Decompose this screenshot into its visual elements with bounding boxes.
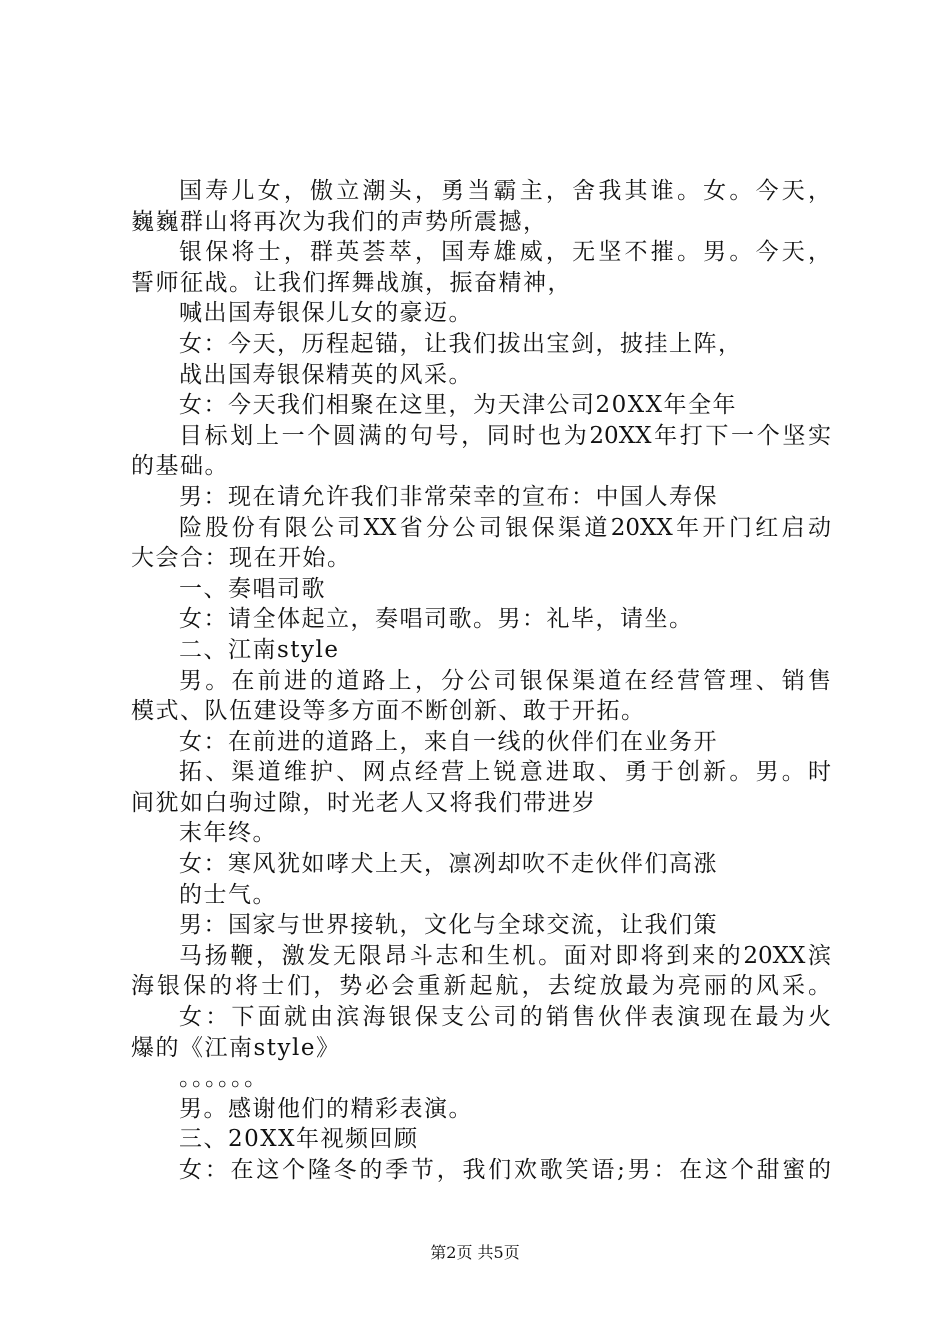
text-line: 的基础。 [131, 453, 229, 480]
section-heading: 二、江南style [179, 636, 340, 663]
text-line: 巍巍群山将再次为我们的声势所震撼， [131, 208, 548, 235]
document-body [131, 176, 831, 1186]
section-heading: 三、20XX年视频回顾 [179, 1126, 419, 1153]
text-line: 女：请全体起立，奏唱司歌。男：礼毕，请坐。 [179, 606, 694, 633]
text-line: 战出国寿银保精英的风采。 [179, 361, 473, 388]
text-line: 女：下面就由滨海银保支公司的销售伙伴表演现在最为火 [179, 1004, 831, 1031]
text-line: 女：在前进的道路上，来自一线的伙伴们在业务开 [179, 728, 718, 755]
text-line: 女：今天我们相聚在这里，为天津公司20XX年全年 [179, 392, 738, 419]
text-line: 男：现在请允许我们非常荣幸的宣布：中国人寿保 [179, 483, 718, 510]
section-heading: 一、奏唱司歌 [179, 575, 326, 602]
text-line: 马扬鞭，激发无限昂斗志和生机。面对即将到来的20XX滨 [179, 942, 831, 969]
text-line: 银保将士，群英荟萃，国寿雄威，无坚不摧。男。今天， [179, 239, 831, 266]
text-line: 女：在这个隆冬的季节，我们欢歌笑语;男：在这个甜蜜的 [179, 1157, 831, 1183]
text-line: 誓师征战。让我们挥舞战旗，振奋精神， [131, 269, 572, 296]
text-line: 拓、渠道维护、网点经营上锐意进取、勇于创新。男。时 [179, 759, 831, 786]
text-line: 喊出国寿银保儿女的豪迈。 [179, 300, 473, 327]
page-number-footer: 第2页 共5页 [430, 1243, 520, 1262]
text-line: 间犹如白驹过隙，时光老人又将我们带进岁 [131, 789, 597, 816]
text-line: 险股份有限公司XX省分公司银保渠道20XX年开门红启动 [179, 514, 831, 541]
text-line: 的士气。 [179, 881, 277, 908]
text-line: 爆的《江南style》 [131, 1034, 341, 1061]
text-line: 国寿儿女，傲立潮头，勇当霸主，舍我其谁。女。今天， [179, 178, 831, 204]
text-line: 男。感谢他们的精彩表演。 [179, 1095, 473, 1122]
text-line: 女：今天，历程起锚，让我们拔出宝剑，披挂上阵， [179, 330, 743, 357]
text-line: 女：寒风犹如哮犬上天，凛冽却吹不走伙伴们高涨 [179, 851, 718, 878]
text-line: 男：国家与世界接轨，文化与全球交流，让我们策 [179, 912, 718, 939]
text-line: 男。在前进的道路上，分公司银保渠道在经营管理、销售 [179, 667, 831, 694]
text-line: 海银保的将士们，势必会重新起航，去绽放最为亮丽的风采。 [131, 973, 831, 1000]
text-line: 目标划上一个圆满的句号，同时也为20XX年打下一个坚实 [179, 422, 831, 449]
text-line: 模式、队伍建设等多方面不断创新、敢于开拓。 [131, 698, 646, 725]
text-line: 末年终。 [179, 820, 277, 847]
text-line: 。。。。。。 [179, 1065, 269, 1092]
text-line: 大会合：现在开始。 [131, 545, 352, 572]
